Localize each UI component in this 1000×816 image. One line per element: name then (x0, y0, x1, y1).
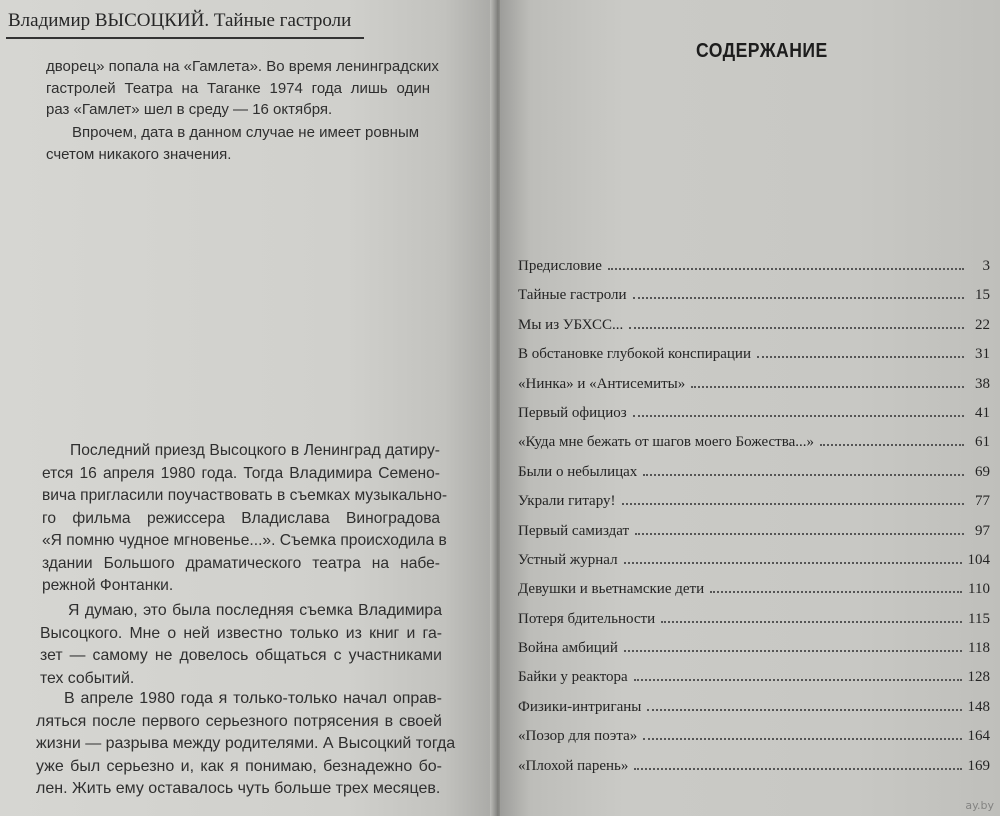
toc-dot-leader (608, 268, 964, 270)
toc-entry-title: Война амбиций (518, 640, 618, 657)
text-line: Высоцкого. Мне о ней известно только из книг и га- (40, 624, 442, 642)
toc-entry-title: Украли гитару! (518, 493, 616, 510)
toc-entry-page-number: 104 (967, 551, 990, 568)
paragraph-1 (46, 56, 439, 121)
toc-entry-page-number: 31 (975, 346, 990, 363)
toc-entry-title: Предисловие (518, 258, 602, 274)
toc-dot-leader (643, 474, 964, 476)
text-line: Последний приезд Высоцкого в Ленинград датиру- (70, 442, 440, 459)
running-head-rule (6, 37, 364, 39)
toc-dot-leader (624, 650, 962, 652)
text-line: гастролей Театра на Таганке 1974 года лишь один (46, 79, 430, 97)
toc-entry-title: Тайные гастроли (518, 287, 627, 304)
toc-entry-title: Мы из УБХСС... (518, 316, 624, 333)
text-line: здании Большого драматического театра на набе- (42, 554, 440, 572)
text-line: В апреле 1980 года я только-только начал оправ- (64, 690, 442, 707)
toc-entry (518, 640, 990, 669)
toc-dot-leader (622, 503, 964, 505)
toc-entry (518, 258, 990, 287)
text-line: счетом никакого значения. (46, 145, 232, 163)
toc-entry-page-number: 41 (975, 404, 990, 421)
left-page (0, 0, 494, 816)
toc-entry-title: Байки у реактора (518, 669, 628, 686)
text-line: уже был серьезно и, как я понимаю, безнадежно бо- (36, 757, 442, 775)
text-line: ляться после первого серьезного потрясения в своей (36, 712, 442, 730)
toc-dot-leader (647, 709, 961, 711)
toc-entry-page-number: 164 (967, 728, 990, 745)
toc-entry (518, 464, 990, 493)
paragraph-5 (36, 688, 456, 801)
text-line: зет — самому не довелось общаться с участниками (40, 647, 442, 664)
toc-entry-page-number: 22 (975, 316, 990, 333)
toc-entry-title: Первый официоз (518, 404, 627, 421)
toc-entry (518, 434, 990, 463)
toc-dot-leader (635, 533, 964, 535)
toc-entry-title: Первый самиздат (518, 522, 630, 539)
text-line: го фильма режиссера Владислава Виноградова (42, 509, 440, 527)
paragraph-2 (46, 122, 430, 165)
toc-entry (518, 581, 990, 610)
toc-dot-leader (661, 621, 962, 623)
toc-dot-leader (634, 768, 961, 770)
text-line: вича пригласили поучаствовать в съемках музыкально- (42, 487, 448, 504)
toc-entry (518, 317, 990, 346)
toc-entry-page-number: 15 (975, 287, 990, 304)
text-line: Я думаю, это была последняя съемка Владимира (68, 602, 442, 619)
toc-entry (518, 611, 990, 640)
toc-dot-leader (633, 297, 964, 299)
toc-entry-title: «Позор для поэта» (518, 728, 638, 745)
toc-entry-title: «Куда мне бежать от шагов моего Божества...» (518, 434, 815, 451)
text-line: жизни — разрыва между родителями. А Высоцкий тогда (36, 735, 456, 752)
text-line: «Я помню чудное мгновенье...». Съемка происходила в (42, 532, 447, 549)
toc-dot-leader (634, 679, 962, 681)
toc-entry (518, 758, 990, 787)
text-line: лен. Жить ему оставалось чуть больше трех месяцев. (36, 780, 441, 797)
toc-dot-leader (691, 386, 964, 388)
toc-entry-title: Потеря бдительности (518, 610, 656, 627)
toc-heading: СОДЕРЖАНИЕ (696, 40, 828, 62)
toc-dot-leader (629, 327, 964, 329)
text-line: раз «Гамлет» шел в среду — 16 октября. (46, 101, 333, 118)
toc-entry-page-number: 69 (975, 463, 990, 480)
toc-entry-title: Девушки и вьетнамские дети (518, 581, 705, 598)
toc-entry-page-number: 118 (968, 640, 990, 657)
toc-entry (518, 287, 990, 316)
toc-dot-leader (624, 562, 962, 564)
toc-entry-page-number: 110 (968, 581, 990, 598)
toc-entry (518, 346, 990, 375)
toc-entry (518, 728, 990, 757)
text-line: режной Фонтанки. (42, 577, 174, 594)
toc-entry (518, 523, 990, 552)
watermark: ay.by (965, 799, 994, 812)
text-line: Впрочем, дата в данном случае не имеет ровным (72, 124, 420, 141)
toc-entry (518, 699, 990, 728)
toc-entry-title: Устный журнал (518, 551, 618, 568)
text-line: тех событий. (40, 669, 135, 687)
toc-entry (518, 669, 990, 698)
toc-entry (518, 405, 990, 434)
toc-entry (518, 376, 990, 405)
toc-entry (518, 552, 990, 581)
toc-entry-page-number: 61 (975, 434, 990, 451)
toc-dot-leader (643, 738, 961, 740)
toc-entry-title: Физики-интриганы (518, 698, 642, 715)
toc-entry-title: В обстановке глубокой конспирации (518, 346, 751, 363)
toc-entry-title: Были о небылицах (518, 463, 638, 480)
toc-dot-leader (820, 444, 964, 446)
text-line: дворец» попала на «Гамлета». Во время ленинградских (46, 58, 439, 75)
toc-entry-title: «Нинка» и «Антисемиты» (518, 375, 686, 392)
toc-entry-page-number: 77 (975, 493, 990, 510)
toc-dot-leader (710, 591, 962, 593)
toc-entry-page-number: 148 (967, 698, 990, 715)
text-line: ется 16 апреля 1980 года. Тогда Владимира Семено- (42, 464, 440, 482)
toc-entry-page-number: 128 (967, 669, 990, 686)
toc-entry-page-number: 97 (975, 522, 990, 539)
table-of-contents (518, 258, 990, 787)
toc-entry-page-number: 115 (968, 610, 990, 627)
toc-entry-page-number: 169 (967, 757, 990, 774)
toc-dot-leader (633, 415, 964, 417)
toc-entry (518, 493, 990, 522)
toc-dot-leader (757, 356, 964, 358)
toc-entry-page-number: 38 (975, 375, 990, 392)
paragraph-4 (40, 600, 442, 690)
toc-entry-title: «Плохой парень» (518, 757, 629, 774)
paragraph-3 (42, 440, 448, 598)
running-head: Владимир ВЫСОЦКИЙ. Тайные гастроли (8, 10, 352, 31)
toc-entry-page-number: 3 (982, 258, 990, 274)
